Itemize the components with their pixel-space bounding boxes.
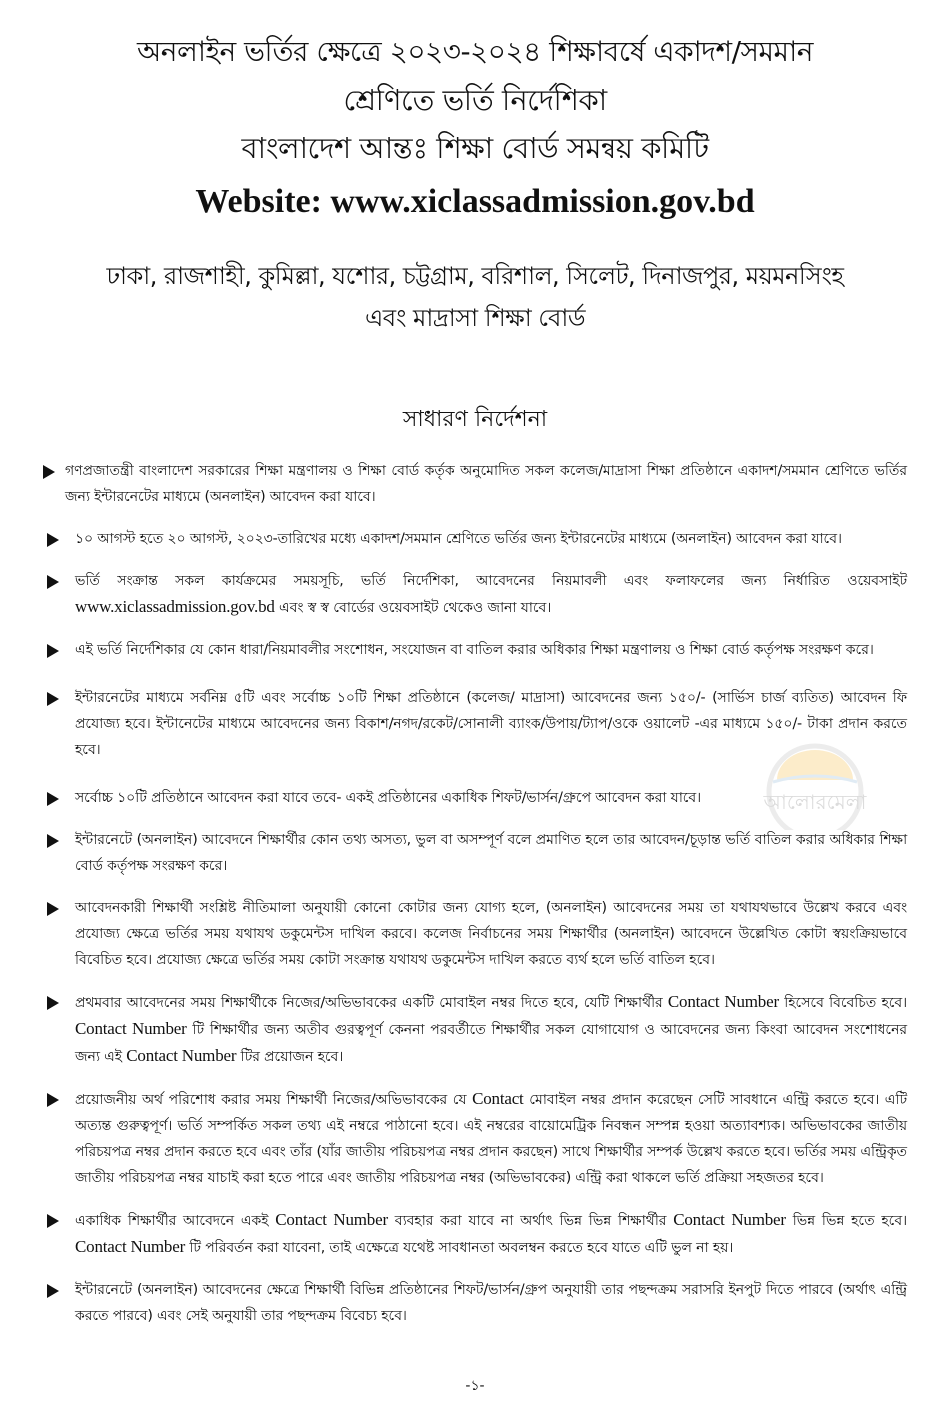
website-link[interactable]: www.xiclassadmission.gov.bd (75, 597, 275, 616)
section-heading: সাধারণ নির্দেশনা (402, 407, 548, 432)
contact-number-term: Contact Number (75, 1019, 187, 1038)
triangle-right-icon (47, 644, 59, 658)
triangle-right-icon (47, 1284, 59, 1298)
instruction-text: মোবাইল নম্বর প্রদান করেছেন সেটি সাবধানে এন্ট্রি করতে হবে। এটি অত্যন্ত গুরুত্বপূর্ণ। ভর্তি সম্পর্কিত সকল তথ্য এই নম্বরে পাঠানো হবে। এই নম্বরের বায়োমেট্রিক নিবন্ধন সম্পন্ন হওয়া অত্যাবশ্যক। অভিভাবকের জাতীয় পরিচয়পত্র নম্বর প্রদান করতে হবে এবং তাঁর (যাঁর জাতীয় পরিচয়পত্র নম্বর প্রদান করছেন) সাথে শিক্ষার্থীর সম্পর্ক উল্লেখ করতে হবে। ভর্তির সময় এন্ট্রিকৃত জাতীয় পরিচয়পত্র নম্বর যাচাই করা হতে পারে এবং জাতীয় পরিচয়পত্র নম্বর (অভিভাবকের) এন্ট্রি করা থাকলে ভর্তি প্রক্রিয়া সহজতর হবে। (75, 1092, 907, 1186)
triangle-right-icon (47, 533, 59, 547)
triangle-right-icon (47, 834, 59, 848)
instruction-text: ভিন্ন ভিন্ন হতে হবে। (785, 1213, 907, 1229)
instruction-item (45, 458, 907, 510)
contact-number-term: Contact Number (75, 1237, 186, 1256)
title-line-2: শ্রেণিতে ভর্তি নির্দেশিকা (343, 83, 607, 117)
instruction-item (45, 568, 907, 621)
instructions-list (45, 458, 907, 1329)
instruction-text: আবেদনকারী শিক্ষার্থী সংশ্লিষ্ট নীতিমালা অনুযায়ী কোনো কোটার জন্য যোগ্য হলে, (অনলাইন) আবেদনের সময় তা যথাযথভাবে উল্লেখ করবে এবং প্রযোজ্য ক্ষেত্রে ভর্তির সময় যথাযথ ডকুমেন্টস দাখিল করবে। কলেজ নির্বাচনের সময় শিক্ষার্থীর (অনলাইন) আবেদনে উল্লেখিত কোটা স্বয়ংক্রিয়ভাবে বিবেচিত হবে। প্রযোজ্য ক্ষেত্রে ভর্তির সময় কোটা সংক্রান্ত যথাযথ ডকুমেন্টস দাখিল করতে ব্যর্থ হলে ভর্তি বাতিল হবে। (75, 900, 907, 968)
instruction-text: ভর্তি সংক্রান্ত সকল কার্যক্রমের সময়সূচি, ভর্তি নির্দেশিকা, আবেদনের নিয়মাবলী এবং ফলাফলের জন্য নির্ধারিত ওয়েবসাইট (75, 573, 907, 589)
instruction-item (45, 526, 907, 552)
instruction-text: ইন্টারনেটে (অনলাইন) আবেদনের ক্ষেত্রে শিক্ষার্থী বিভিন্ন প্রতিষ্ঠানের শিফট/ভার্সন/গ্রুপ অনুযায়ী তার পছন্দক্রম সরাসরি ইনপুট দিতে পারবে (অর্থাৎ এন্ট্রি করতে পারবে) এবং সেই অনুযায়ী তার পছন্দক্রম বিবেচ্য হবে। (75, 1282, 907, 1324)
instruction-text: প্রয়োজনীয় অর্থ পরিশোধ করার সময় শিক্ষার্থী নিজের/অভিভাবকের যে (75, 1092, 473, 1108)
boards-line-2: এবং মাদ্রাসা শিক্ষা বোর্ড (364, 304, 586, 332)
instruction-text: এবং স্ব স্ব বোর্ডের ওয়েবসাইট থেকেও জানা যাবে। (274, 600, 552, 616)
instruction-item (45, 1277, 907, 1329)
instruction-text: টি শিক্ষার্থীর জন্য অতীব গুরত্বপূর্ণ কেননা পরবর্তীতে শিক্ষার্থীর সকল যোগাযোগ ও আবেদনের জন্য কিংবা আবেদন সংশোধনের জন্য এই (75, 1022, 907, 1065)
instruction-item (45, 989, 907, 1070)
triangle-right-icon (47, 902, 59, 916)
instruction-text: প্রথমবার আবেদনের সময় শিক্ষার্থীকে নিজের/অভিভাবকের একটি মোবাইল নম্বর দিতে হবে, যেটি শিক্ষার্থীর (75, 995, 668, 1011)
contact-number-term: Contact Number (673, 1210, 786, 1229)
triangle-right-icon (43, 465, 55, 479)
instruction-text: টির প্রয়োজন হবে। (236, 1049, 344, 1065)
boards-list (0, 255, 950, 339)
website-line: Website: www.xiclassadmission.gov.bd (195, 183, 755, 220)
title-line-3: বাংলাদেশ আন্তঃ শিক্ষা বোর্ড সমন্বয় কমিটি (241, 131, 709, 165)
triangle-right-icon (47, 996, 59, 1010)
instruction-text: টি পরিবর্তন করা যাবেনা, তাই এক্ষেত্রে যথেষ্ট সাবধানতা অবলম্বন করতে হবে যাতে এটি ভুল না হয়। (185, 1240, 734, 1256)
instruction-text: সর্বোচ্চ ১০টি প্রতিষ্ঠানে আবেদন করা যাবে তবে- একই প্রতিষ্ঠানের একাধিক শিফট/ভার্সন/গ্রুপে আবেদন করা যাবে। (75, 790, 701, 806)
document-header (0, 28, 950, 224)
instruction-item (45, 827, 907, 879)
triangle-right-icon (47, 792, 59, 806)
instruction-item (45, 1207, 907, 1261)
instruction-item (45, 895, 907, 973)
contact-number-term: Contact Number (667, 992, 779, 1011)
boards-line-1: ঢাকা, রাজশাহী, কুমিল্লা, যশোর, চট্টগ্রাম, বরিশাল, সিলেট, দিনাজপুর, ময়মনসিংহ (106, 262, 844, 290)
instruction-text: ইন্টারনেটে (অনলাইন) আবেদনে শিক্ষার্থীর কোন তথ্য অসত্য, ভুল বা অসম্পূর্ণ বলে প্রমাণিত হলে তার আবেদন/চূড়ান্ত ভর্তি বাতিল করার অধিকার শিক্ষা বোর্ড কর্তৃপক্ষ সংরক্ষণ করে। (75, 832, 907, 874)
contact-number-term: Contact Number (275, 1210, 388, 1229)
watermark-text: আলোরমেলা (763, 790, 867, 814)
contact-number-term: Contact Number (126, 1046, 237, 1065)
watermark-logo (755, 740, 875, 830)
instruction-item (45, 637, 907, 663)
triangle-right-icon (47, 1214, 59, 1228)
instruction-item (45, 1086, 907, 1191)
instruction-text: ব্যবহার করা যাবে না অর্থাৎ ভিন্ন ভিন্ন শিক্ষার্থীর (387, 1213, 674, 1229)
triangle-right-icon (47, 692, 59, 706)
contact-term: Contact (472, 1089, 524, 1108)
instruction-text: এই ভর্তি নির্দেশিকার যে কোন ধারা/নিয়মাবলীর সংশোধন, সংযোজন বা বাতিল করার অধিকার শিক্ষা মন্ত্রণালয় ও শিক্ষা বোর্ড কর্তৃপক্ষ সংরক্ষণ করে। (75, 642, 874, 658)
instruction-text: হিসেবে বিবেচিত হবে। (778, 995, 907, 1011)
instruction-text: গণপ্রজাতন্ত্রী বাংলাদেশ সরকারের শিক্ষা মন্ত্রণালয় ও শিক্ষা বোর্ড কর্তৃক অনুমোদিত সকল কলেজ/মাদ্রাসা শিক্ষা প্রতিষ্ঠানে একাদশ/সমমান শ্রেণিতে ভর্তির জন্য ইন্টারনেটের মাধ্যমে (অনলাইন) আবেদন করা যাবে। (65, 463, 907, 505)
instruction-text: একাধিক শিক্ষার্থীর আবেদনে একই (75, 1213, 276, 1229)
page-number: -১- (465, 1378, 485, 1394)
triangle-right-icon (47, 575, 59, 589)
instruction-text: ইন্টারনেটের মাধ্যমে সর্বনিম্ন ৫টি এবং সর্বোচ্চ ১০টি শিক্ষা প্রতিষ্ঠানে (কলেজ/ মাদ্রাসা) আবেদনের জন্য ১৫০/- (সার্ভিস চার্জ ব্যতিত) আবেদন ফি প্রযোজ্য হবে। ইন্টানেটের মাধ্যমে আবেদনের জন্য বিকাশ/নগদ/রকেট/সোনালী ব্যাংক/উপায়/ট্যাপ/ওকে ওয়ালেট -এর মাধ্যমে ১৫০/- টাকা প্রদান করতে হবে। (75, 690, 907, 758)
instruction-text: ১০ আগস্ট হতে ২০ আগস্ট, ২০২৩-তারিখের মধ্যে একাদশ/সমমান শ্রেণিতে ভর্তির জন্য ইন্টারনেটের মাধ্যমে (অনলাইন) আবেদন করা যাবে। (75, 531, 842, 547)
title-line-1: অনলাইন ভর্তির ক্ষেত্রে ২০২৩-২০২৪ শিক্ষাবর্ষে একাদশ/সমমান (137, 35, 813, 68)
triangle-right-icon (47, 1093, 59, 1107)
